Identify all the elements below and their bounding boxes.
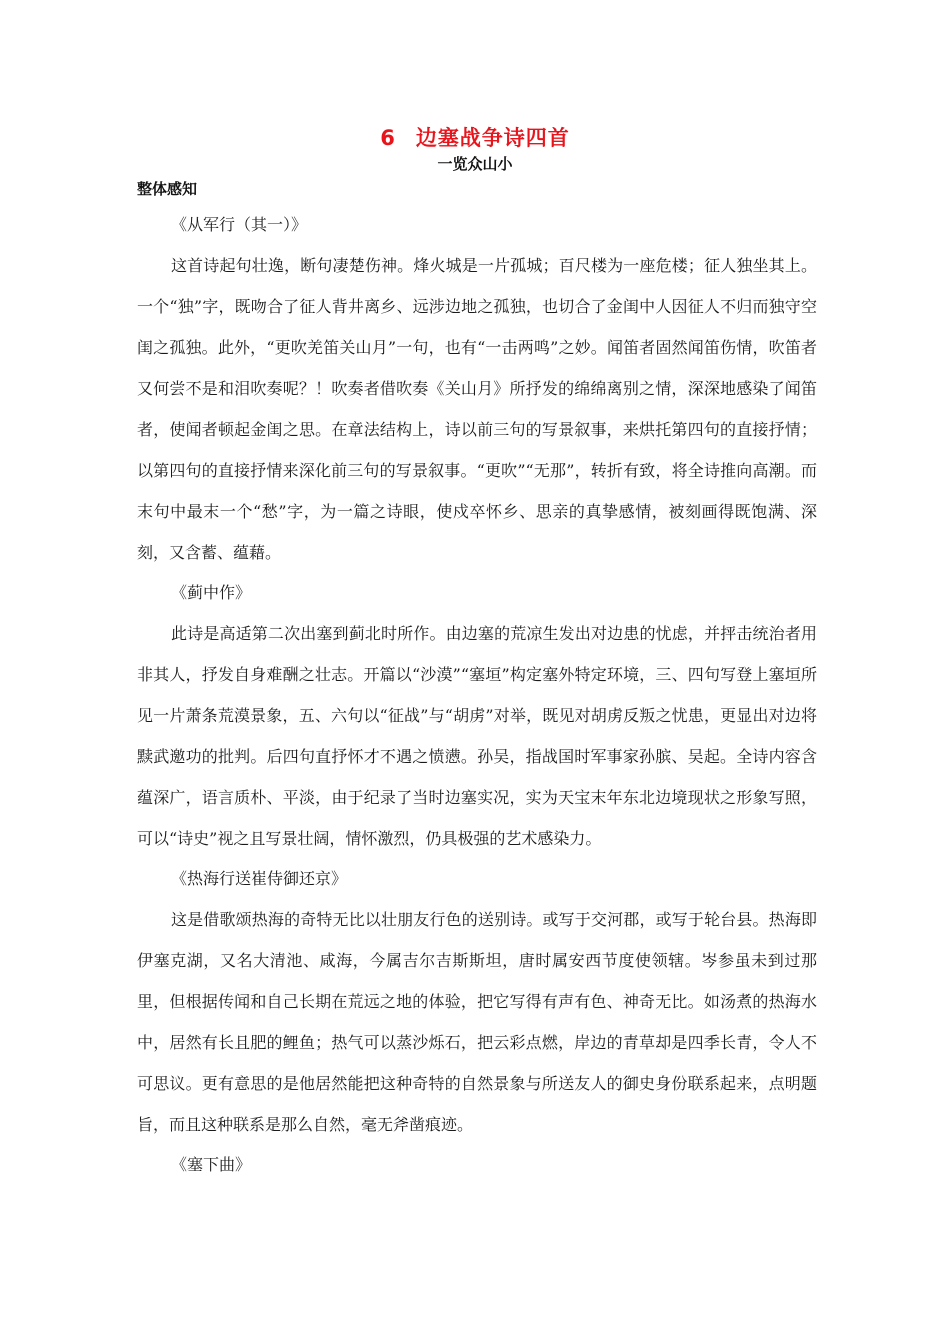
paragraph-jizhongzuo: 此诗是高适第二次出塞到蓟北时所作。由边塞的荒凉生发出对边患的忧虑，并抨击统治者用非其人，抒发自身难酬之壮志。开篇以“沙漠”“塞垣”构定塞外特定环境，三、四句写登上塞垣所见一片萧条荒漠景象，五、六句以“征战”与“胡虏”对举，既见对胡虏反叛之忧患，更显出对边将黩武邀功的批判。后四句直抒怀才不遇之愤懑。孙吴，指战国时军事家孙膑、吴起。全诗内容含蕴深广，语言质朴、平淡，由于纪录了当时边塞实况，实为天宝末年东北边境现状之形象写照，可以“诗史”视之且写景壮阔，情怀激烈，仍具极强的艺术感染力。 <box>137 624 817 848</box>
page-title <box>0 122 950 152</box>
poem-title-saixiaqu: 《塞下曲》 <box>171 1155 252 1174</box>
poem-title-jizhongzuo: 《蓟中作》 <box>171 583 252 602</box>
document-body <box>137 205 817 1185</box>
poem-title-congjunxing: 《从军行（其一）》 <box>171 215 308 234</box>
paragraph-rehaixing: 这是借歌颂热海的奇特无比以壮朋友行色的送别诗。或写于交河郡，或写于轮台县。热海即伊塞克湖，又名大清池、咸海，今属吉尔吉斯斯坦，唐时属安西节度使领辖。岑参虽未到过那里，但根据传闻和自己长期在荒远之地的体验，把它写得有声有色、神奇无比。如汤煮的热海水中，居然有长且肥的鲤鱼；热气可以蒸沙烁石，把云彩点燃，岸边的青草却是四季长青，令人不可思议。更有意思的是他居然能把这种奇特的自然景象与所送友人的御史身份联系起来，点明题旨，而且这种联系是那么自然，毫无斧凿痕迹。 <box>137 910 817 1134</box>
paragraph-congjunxing: 这首诗起句壮逸，断句凄楚伤神。烽火城是一片孤城；百尺楼为一座危楼；征人独坐其上。一个“独”字，既吻合了征人背井离乡、远涉边地之孤独，也切合了金闺中人因征人不归而独守空闺之孤独。此外，“更吹羌笛关山月”一句，也有“一击两鸣”之妙。闻笛者固然闻笛伤情，吹笛者又何尝不是和泪吹奏呢？！吹奏者借吹奏《关山月》所抒发的绵绵离别之情，深深地感染了闻笛者，使闻者顿起金闺之思。在章法结构上，诗以前三句的写景叙事，来烘托第四句的直接抒情；以第四句的直接抒情来深化前三句的写景叙事。“更吹”“无那”，转折有致，将全诗推向高潮。而末句中最末一个“愁”字，为一篇之诗眼，使戍卒怀乡、思亲的真挚感情，被刻画得既饱满、深刻，又含蓄、蕴藉。 <box>137 256 817 562</box>
page-subtitle: 一览众山小 <box>437 155 513 173</box>
poem-title-rehaixing: 《热海行送崔侍御还京》 <box>171 869 348 888</box>
title-number: 6 <box>380 126 396 150</box>
section-heading: 整体感知 <box>137 180 198 198</box>
title-text: 边塞战争诗四首 <box>415 126 570 150</box>
